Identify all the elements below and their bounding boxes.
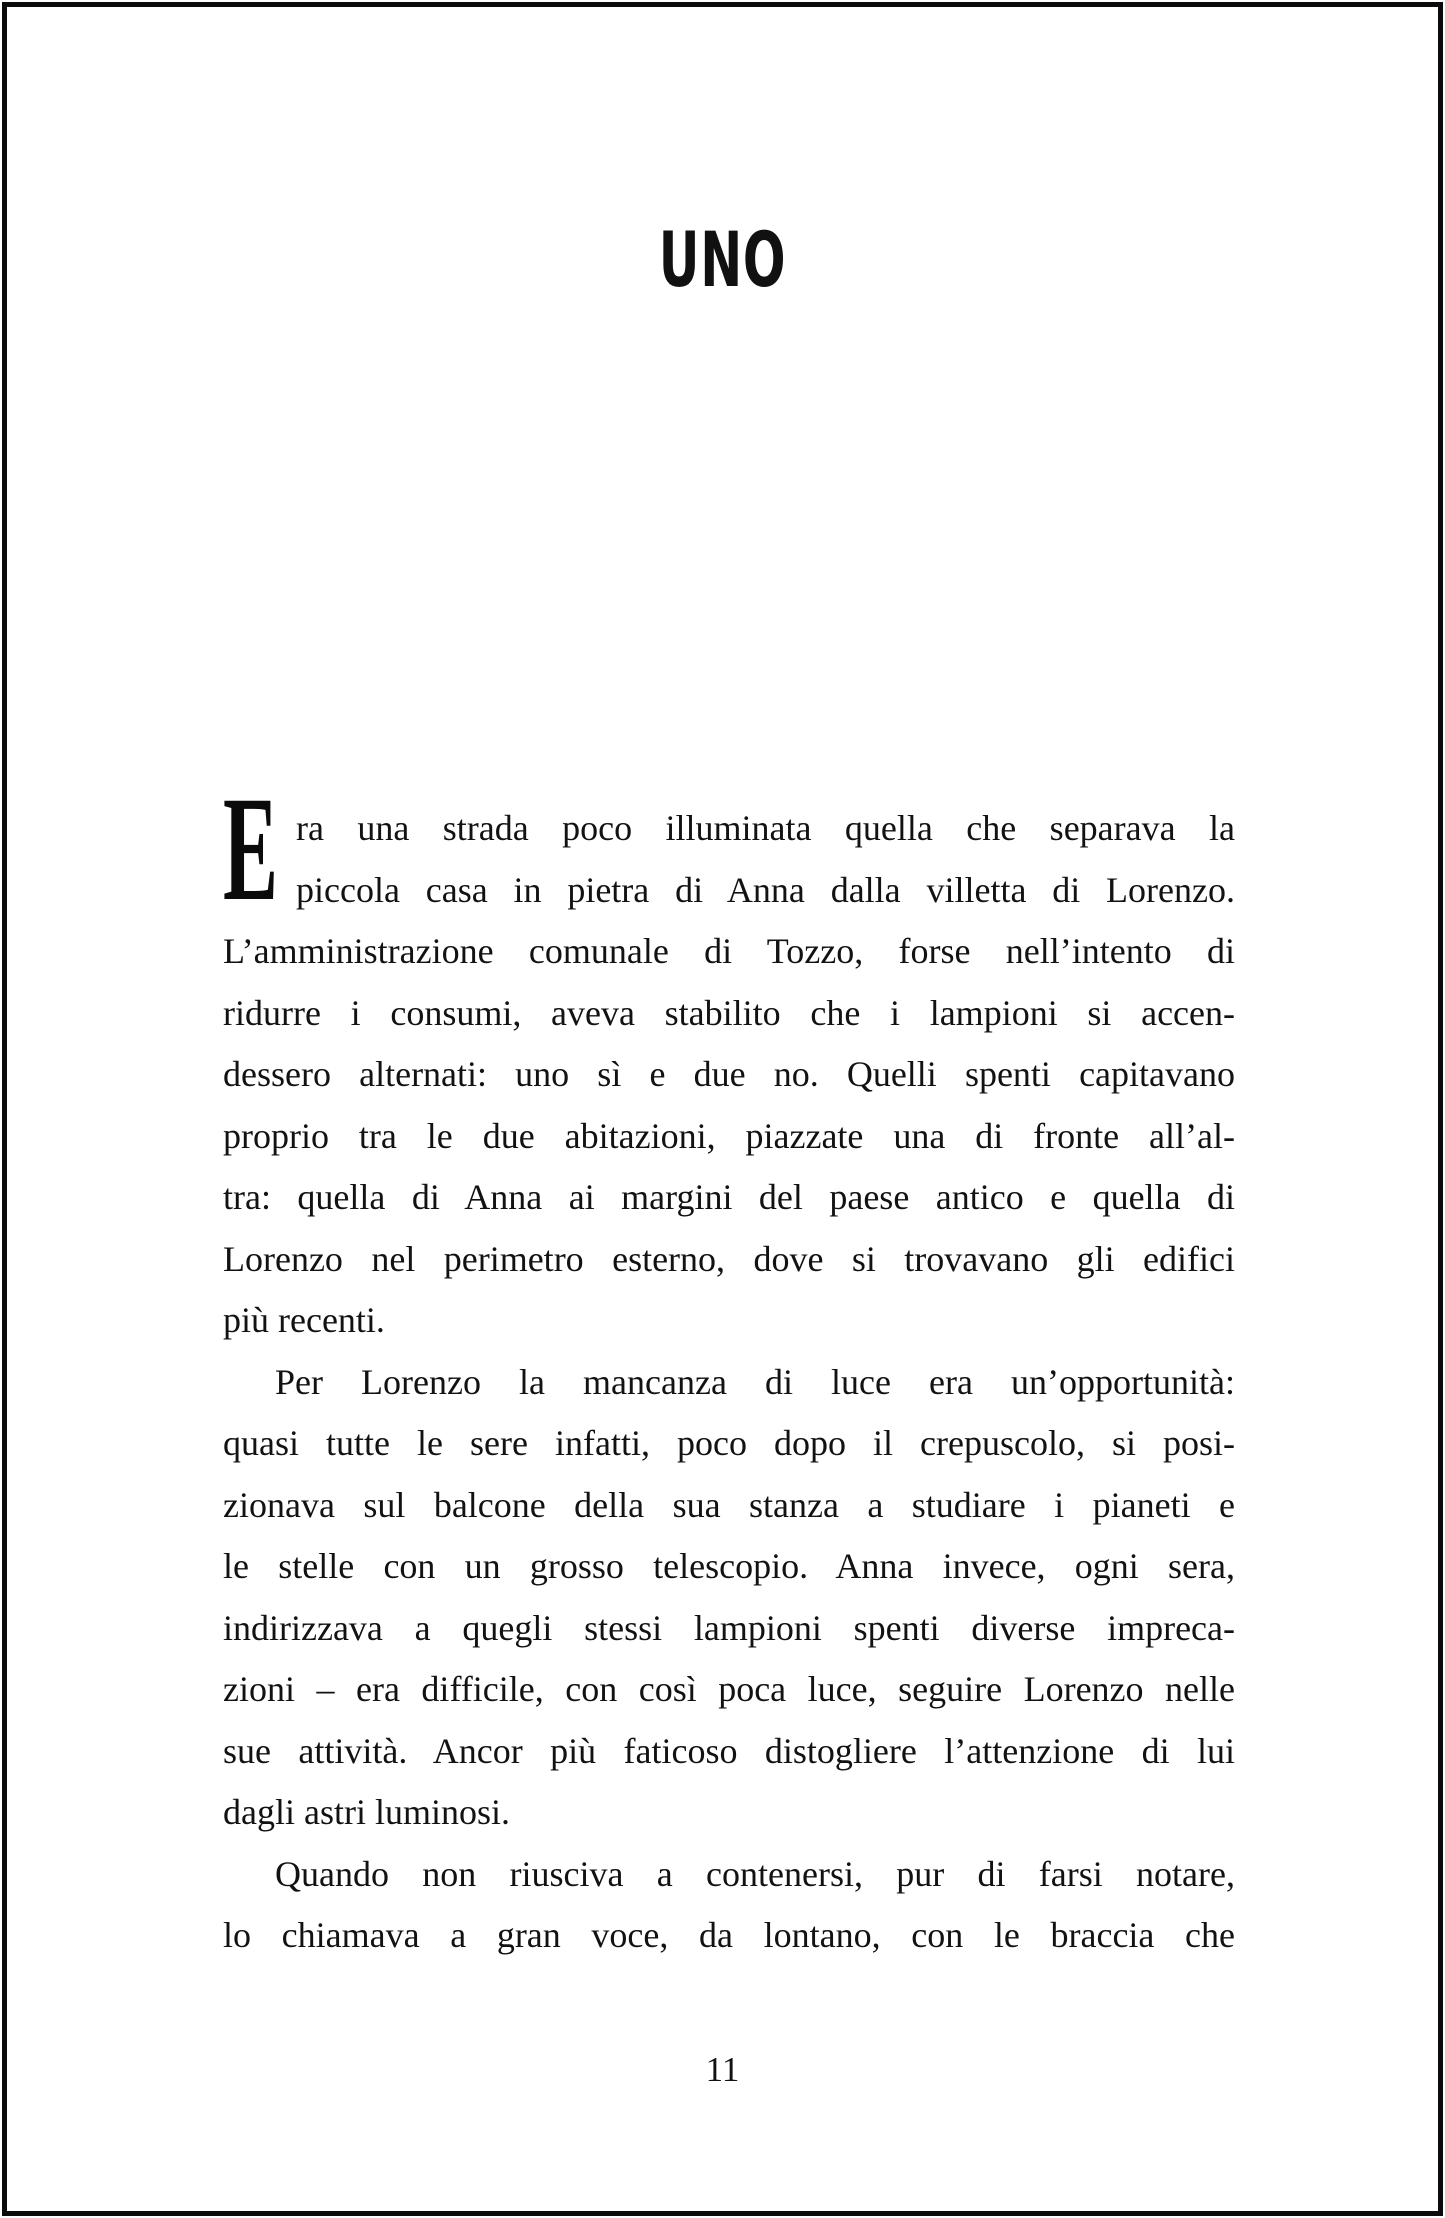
text-line: zioni – era difficile, con così poca luce, seguire Lorenzo nelle xyxy=(223,1669,1235,1709)
text-line: piccola casa in pietra di Anna dalla villetta di Lorenzo. xyxy=(296,869,1235,910)
text-line: indirizzava a quegli stessi lampioni spenti diverse impreca- xyxy=(223,1607,1235,1648)
page-number: 11 xyxy=(705,2050,740,2089)
text-line: ra una strada poco illuminata quella che separava la xyxy=(296,808,1235,848)
text-line: Lorenzo nel perimetro esterno, dove si trovavano gli edifici xyxy=(223,1238,1235,1279)
text-line: Quando non riusciva a contenersi, pur di farsi notare, xyxy=(275,1853,1235,1894)
text-line: Per Lorenzo la mancanza di luce era un’opportunità: xyxy=(275,1361,1235,1402)
text-line: proprio tra le due abitazioni, piazzate una di fronte all’al- xyxy=(223,1115,1235,1156)
text-line: le stelle con un grosso telescopio. Anna invece, ogni sera, xyxy=(223,1546,1235,1586)
text-line: ridurre i consumi, aveva stabilito che i lampioni si accen- xyxy=(223,992,1235,1033)
text-line: dessero alternati: uno sì e due no. Quelli spenti capitavano xyxy=(223,1054,1235,1094)
text-line: lo chiamava a gran voce, da lontano, con le braccia che xyxy=(223,1915,1235,1955)
body-text xyxy=(223,766,1235,1967)
text-line: dagli astri luminosi. xyxy=(223,1792,510,1832)
text-line: quasi tutte le sere infatti, poco dopo il crepuscolo, si posi- xyxy=(223,1423,1235,1463)
text-line: più recenti. xyxy=(223,1300,385,1340)
text-line: zionava sul balcone della sua stanza a studiare i pianeti e xyxy=(223,1484,1235,1525)
text-line: tra: quella di Anna ai margini del paese antico e quella di xyxy=(223,1177,1235,1217)
text-line: sue attività. Ancor più faticoso distogliere l’attenzione di lui xyxy=(223,1730,1235,1771)
drop-cap: E xyxy=(223,766,279,932)
chapter-title xyxy=(0,215,1445,304)
text-line: L’amministrazione comunale di Tozzo, forse nell’intento di xyxy=(223,931,1235,971)
chapter-title-text: UNO xyxy=(658,215,787,304)
